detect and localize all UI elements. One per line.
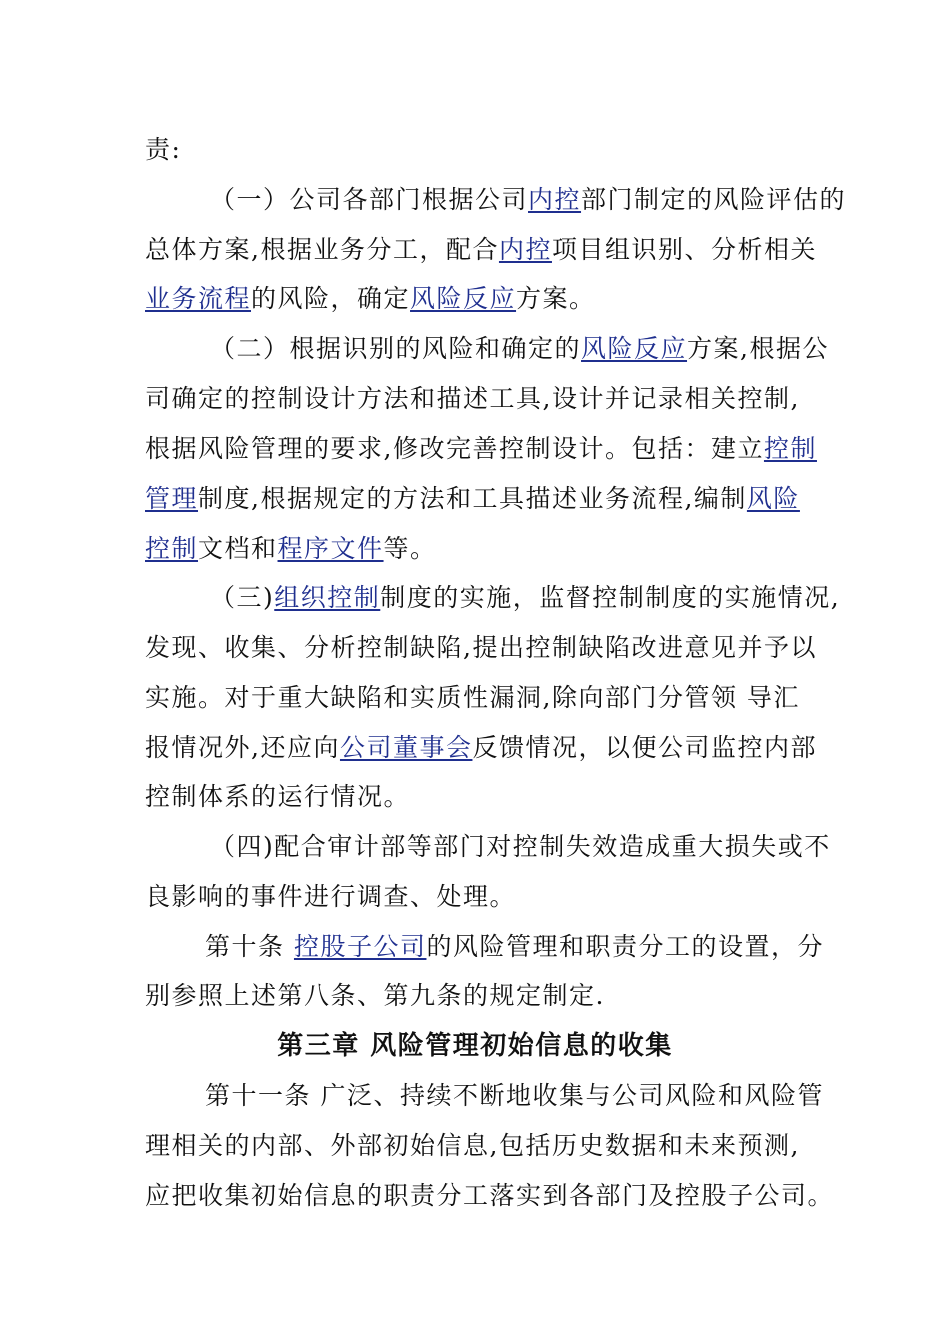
text-line: [145, 728, 815, 768]
text-line: [205, 1076, 824, 1116]
text-line: [145, 479, 815, 519]
text-segment: 良影响的事件进行调查、处理。: [145, 882, 517, 911]
text-line: [210, 180, 847, 220]
text-segment: （二）根据识别的风险和确定的: [210, 334, 582, 363]
term-link[interactable]: 组织控制: [274, 583, 381, 612]
term-link[interactable]: 控制: [145, 534, 199, 563]
text-segment: 实施。对于重大缺陷和实质性漏洞,除向部门分管领 导汇: [145, 683, 800, 712]
text-segment: 司确定的控制设计方法和描述工具,设计并记录相关控制,: [145, 384, 800, 413]
text-line: [145, 678, 815, 718]
text-segment: 制度的实施，监督控制制度的实施情况,: [380, 583, 841, 612]
text-line: [145, 628, 815, 668]
chapter-heading: 第三章 风险管理初始信息的收集: [277, 1031, 673, 1061]
term-link[interactable]: 业务流程: [145, 284, 252, 313]
text-line: [145, 529, 815, 569]
text-segment: 部门制定的风险评估的: [581, 185, 847, 214]
text-segment: 制度,根据规定的方法和工具描述业务流程,编制: [198, 484, 747, 513]
text-line: [145, 429, 815, 469]
text-line: [145, 1126, 815, 1166]
text-line: [145, 777, 815, 817]
text-line: [145, 976, 815, 1016]
text-line: [145, 279, 815, 319]
term-link[interactable]: 风险反应: [410, 284, 517, 313]
text-segment: 第十一条 广泛、持续不断地收集与公司风险和风险管: [205, 1081, 824, 1110]
term-link[interactable]: 内控: [528, 185, 582, 214]
text-line: [205, 927, 824, 967]
text-segment: 责:: [145, 135, 182, 164]
text-segment: 文档和: [198, 534, 278, 563]
text-segment: 总体方案,根据业务分工，配合: [145, 235, 499, 264]
term-link[interactable]: 风险反应: [581, 334, 688, 363]
term-link[interactable]: 内控: [498, 235, 552, 264]
text-segment: 报情况外,还应向: [145, 733, 340, 762]
text-line: [210, 827, 831, 867]
text-segment: 方案。: [516, 284, 596, 313]
text-segment: 应把收集初始信息的职责分工落实到各部门及控股子公司。: [145, 1181, 835, 1210]
text-line: [145, 379, 815, 419]
text-line: [145, 1176, 835, 1216]
term-link[interactable]: 风险: [746, 484, 800, 513]
text-line: [210, 329, 829, 369]
text-segment: 的风险管理和职责分工的设置，分: [426, 932, 824, 961]
text-segment: 第十条: [205, 932, 294, 961]
text-segment: （三): [210, 583, 275, 612]
text-line: [145, 230, 815, 270]
text-segment: 理相关的内部、外部初始信息,包括历史数据和未来预测,: [145, 1131, 800, 1160]
term-link[interactable]: 程序文件: [277, 534, 384, 563]
text-segment: 反馈情况，以便公司监控内部: [472, 733, 817, 762]
term-link[interactable]: 控制: [763, 434, 817, 463]
term-link[interactable]: 管理: [145, 484, 199, 513]
term-link[interactable]: 控股子公司: [293, 932, 427, 961]
text-segment: 别参照上述第八条、第九条的规定制定.: [145, 981, 605, 1010]
text-segment: 控制体系的运行情况。: [145, 782, 411, 811]
text-segment: （一）公司各部门根据公司: [210, 185, 529, 214]
text-line: [210, 578, 841, 618]
text-segment: 的风险，确定: [251, 284, 411, 313]
text-segment: 项目组识别、分析相关: [551, 235, 817, 264]
text-line: [145, 877, 815, 917]
text-segment: 发现、收集、分析控制缺陷,提出控制缺陷改进意见并予以: [145, 633, 817, 662]
text-line: [145, 130, 815, 170]
text-segment: 等。: [383, 534, 437, 563]
term-link[interactable]: 公司董事会: [339, 733, 473, 762]
text-segment: 方案,根据公: [687, 334, 829, 363]
text-segment: （四)配合审计部等部门对控制失效造成重大损失或不: [210, 832, 831, 861]
text-segment: 根据风险管理的要求,修改完善控制设计。包括：建立: [145, 434, 764, 463]
